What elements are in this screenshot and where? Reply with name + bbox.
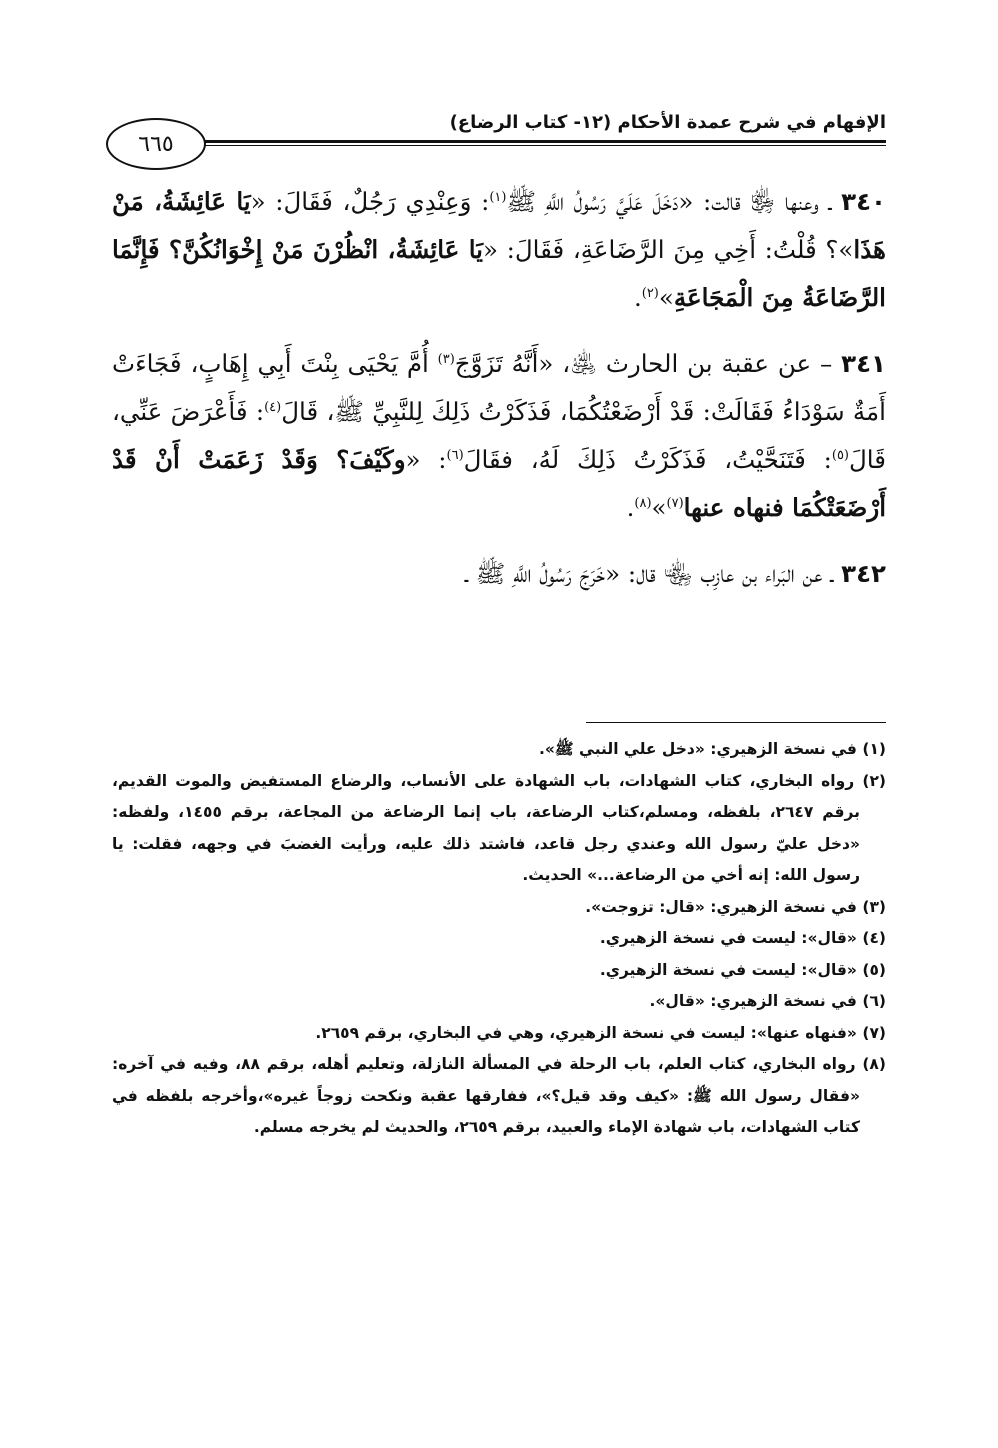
text-run: – عن عقبة بن الحارث ﵁، «أَنَّهُ تَزَوَّجَ: [454, 349, 842, 378]
page-number-badge: [106, 118, 206, 170]
text-run: : فَتَنَحَّيْتُ، فَذَكَرْتُ ذَلِكَ لَهُ، فقَالَ: [463, 445, 832, 474]
footnote-separator: [586, 722, 886, 723]
running-header-title: الإفهام في شرح عمدة الأحكام (١٢- كتاب الرضاع): [449, 112, 886, 133]
text-run: »؟ قُلْتُ: أَخِي مِنَ الرَّضَاعَةِ، فَقَالَ: «: [483, 235, 854, 264]
header-rule: [200, 140, 886, 146]
footnote: (٥) «قال»: ليست في نسخة الزهيري.: [599, 960, 886, 979]
page-number: ٦٦٥: [138, 131, 174, 157]
text-run: .: [626, 493, 635, 522]
hadith-340: [112, 178, 886, 322]
footnote: (١) في نسخة الزهيري: «دخل علي النبي ﷺ».: [539, 740, 886, 758]
footnote: (٦) في نسخة الزهيري: «قال».: [649, 992, 886, 1010]
prophetic-speech: يَا عَائِشَةُ، مَنْ هَذَا: [112, 187, 886, 264]
footnote-ref: (٣): [437, 351, 455, 367]
hadith-341: [112, 340, 886, 532]
footnote-ref: (٦): [446, 447, 464, 463]
text-run: : فَأَعْرَضَ عَنِّي، قَالَ: [112, 397, 886, 474]
footnote: (٤) «قال»: ليست في نسخة الزهيري.: [599, 929, 886, 947]
footnote-ref: (١): [489, 189, 507, 205]
footnote: (٣) في نسخة الزهيري: «قال: تزوجت».: [585, 897, 886, 916]
text-run: : «: [405, 445, 447, 474]
footnote: (٧) «فنهاه عنها»: ليست في نسخة الزهيري، وهي في البخاري، برقم ٢٦٥٩.: [315, 1023, 886, 1042]
text-run: أُمَّ يَحْيَى بِنْتَ أَبِي إِهَابٍ، فَجَاءَتْ أَمَةٌ سَوْدَاءُ فَقَالَتْ: قَدْ أَرْضَعْتُكُمَا، فَذَكَرْتُ ذَلِكَ لِلنَّبِيِّ ﷺ، قَالَ: [112, 349, 886, 426]
text-run: : وَعِنْدِي رَجُلٌ، فَقَالَ: «: [250, 187, 490, 216]
footnote: (٢) رواه البخاري، كتاب الشهادات، باب الشهادة على الأنساب، والرضاع المستفيض والموت القديم، برقم ٢٦٤٧، بلفظه، ومسلم،كتاب الرضاعة، باب إنما الرضاعة من المجاعة، برقم ١٤٥٥، ولفظه: «دخل عليّ رسول الله وعندي رجل قاعد، فاشتد ذلك عليه، ورأيت الغضبَ في وجهه، فقلت: يا رسول الله: إنه أخي من الرضاعة...» الحديث.: [112, 771, 886, 884]
main-text: [112, 178, 886, 616]
text-run: ـ وعنها ﵂ قالت: «دَخَلَ عَلَيَّ رَسُولُ اللَّهِ ﷺ: [506, 187, 842, 216]
hadith-number: ٣٤٠: [841, 187, 886, 216]
footnote-ref: (٢): [641, 285, 659, 301]
text-run: .: [633, 283, 642, 312]
hadith-342: [112, 550, 886, 598]
text-run: ـ عن البَراء بن عازِب ﵄ قال: «خَرَجَ رَسُولُ اللَّهِ ﷺ ـ: [464, 559, 842, 588]
footnotes: [112, 734, 886, 1144]
footnote-ref: (٤): [264, 399, 282, 415]
footnote: (٨) رواه البخاري، كتاب العلم، باب الرحلة في المسألة النازلة، وتعليم أهله، برقم ٨٨، وفيه في آخره: «فقال رسول الله ﷺ: «كيف وقد قيل؟»، ففارقها عقبة ونكحت زوجاً غيره»،وأخرجه بلفظه في كتاب الشهادات، باب شهادة الإماء والعبيد، برقم ٢٦٥٩، والحديث لم يخرجه مسلم.: [112, 1055, 886, 1136]
prophetic-speech: يَا عَائِشَةُ، انْظُرْنَ مَنْ إِخْوَانُكُنَّ؟ فَإِنَّمَا الرَّضَاعَةُ مِنَ الْمَجَاعَةِ: [112, 235, 886, 312]
hadith-number: ٣٤٢: [841, 559, 886, 588]
text-run: »: [658, 283, 674, 312]
footnote-ref: (٨): [634, 495, 652, 511]
text-run: »: [651, 493, 667, 522]
footnote-ref: (٥): [831, 447, 849, 463]
footnote-ref: (٧): [666, 495, 684, 511]
prophetic-speech: وكَيْفَ؟ وَقَدْ زَعَمَتْ أَنْ قَدْ أَرْضَعَتْكُمَا فنهاه عنها: [112, 445, 886, 522]
hadith-number: ٣٤١: [841, 349, 886, 378]
